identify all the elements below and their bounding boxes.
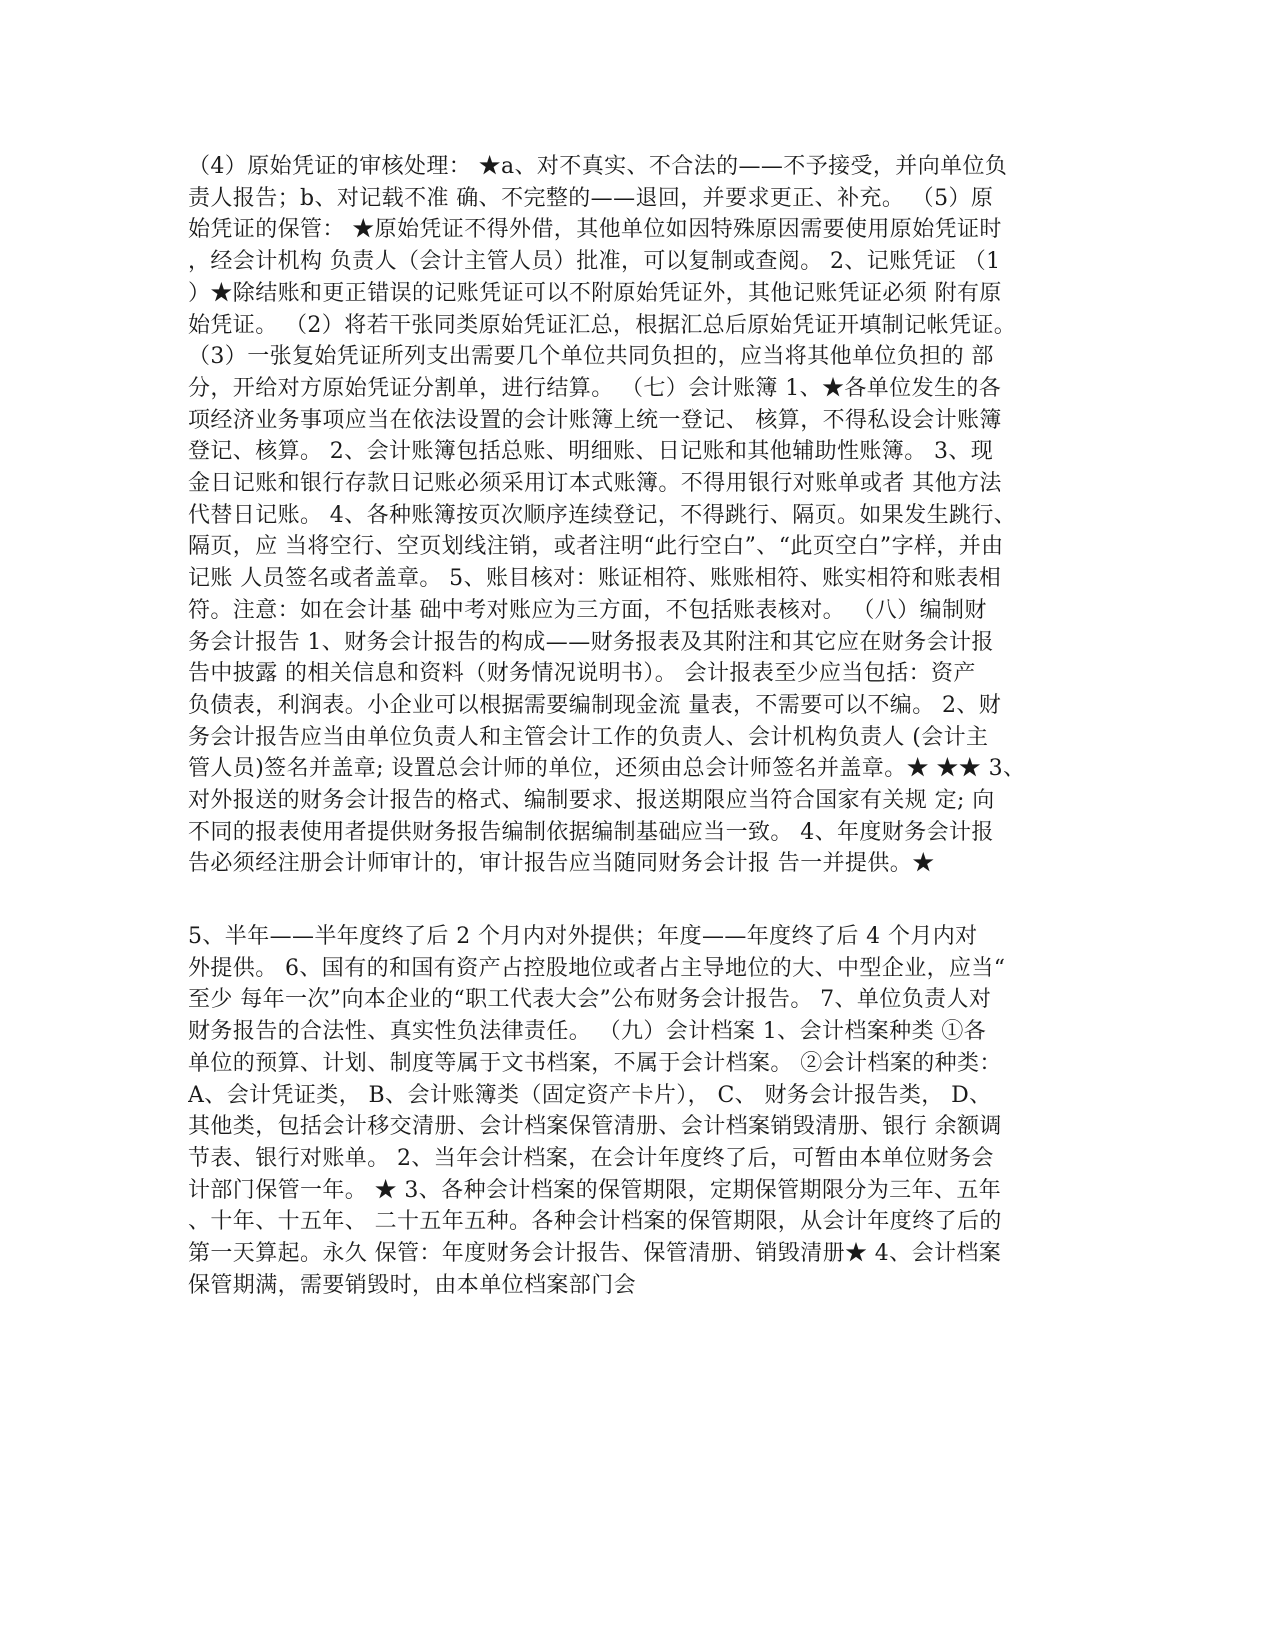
text-line: 记账 人员签名或者盖章。 5、账目核对：账证相符、账账相符、账实相符和账表相: [188, 566, 1002, 592]
text-line: 金日记账和银行存款日记账必须采用订本式账簿。不得用银行对账单或者 其他方法: [188, 471, 1002, 497]
text-line: 其他类，包括会计移交清册、会计档案保管清册、会计档案销毁清册、银行 余额调: [188, 1114, 1002, 1140]
paragraph-2: [188, 921, 1088, 1301]
text-line: 登记、核算。 2、会计账簿包括总账、明细账、日记账和其他辅助性账簿。 3、现: [188, 439, 994, 465]
text-line: （3）一张复始凭证所列支出需要几个单位共同负担的，应当将其他单位负担的 部: [188, 344, 994, 370]
text-line: 隔页，应 当将空行、空页划线注销，或者注明“此行空白”、“此页空白”字样，并由: [188, 534, 1004, 560]
text-line: 项经济业务事项应当在依法设置的会计账簿上统一登记、 核算，不得私设会计账簿: [188, 407, 1002, 433]
text-line: A、会计凭证类， B、会计账簿类（固定资产卡片）， C、 财务会计报告类， D、: [188, 1082, 992, 1108]
text-line: 符。注意：如在会计基 础中考对账应为三方面，不包括账表核对。 （八）编制财: [188, 597, 987, 623]
text-line: 管人员)签名并盖章; 设置总会计师的单位，还须由总会计师签名并盖章。★ ★★ 3、: [188, 756, 1026, 782]
text-line: 至少 每年一次”向本企业的“职工代表大会”公布财务会计报告。 7、单位负责人对: [188, 987, 992, 1013]
text-line: 节表、银行对账单。 2、当年会计档案，在会计年度终了后，可暂由本单位财务会: [188, 1145, 994, 1171]
text-line: ，经会计机构 负责人（会计主管人员）批准，可以复制或查阅。 2、记账凭证 （1: [188, 249, 1001, 275]
text-line: 外提供。 6、国有的和国有资产占控股地位或者占主导地位的大、中型企业，应当“: [188, 955, 1006, 981]
text-line: 第一天算起。永久 保管：年度财务会计报告、保管清册、销毁清册★ 4、会计档案: [188, 1241, 1002, 1267]
text-line: 始凭证。 （2）将若干张同类原始凭证汇总，根据汇总后原始凭证开填制记帐凭证。: [188, 312, 1017, 338]
text-line: 责人报告；b、对记载不准 确、不完整的——退回，并要求更正、补充。 （5）原: [188, 185, 994, 211]
text-line: 负债表，利润表。小企业可以根据需要编制现金流 量表，不需要可以不编。 2、财: [188, 692, 1002, 718]
text-line: 告必须经注册会计师审计的，审计报告应当随同财务会计报 告一并提供。★: [188, 851, 935, 877]
text-line: 始凭证的保管： ★原始凭证不得外借，其他单位如因特殊原因需要使用原始凭证时: [188, 217, 1002, 243]
text-line: 告中披露 的相关信息和资料（财务情况说明书）。 会计报表至少应当包括：资产: [188, 661, 976, 687]
text-line: 保管期满，需要销毁时，由本单位档案部门会: [188, 1272, 637, 1298]
text-line: 分，开给对方原始凭证分割单，进行结算。 （七）会计账簿 1、★各单位发生的各: [188, 375, 1002, 401]
text-line: 财务报告的合法性、真实性负法律责任。 （九）会计档案 1、会计档案种类 ①各: [188, 1019, 987, 1045]
paragraph-1: [188, 151, 1088, 880]
text-line: 务会计报告应当由单位负责人和主管会计工作的负责人、会计机构负责人 (会计主: [188, 724, 989, 750]
text-line: （4）原始凭证的审核处理： ★a、对不真实、不合法的——不予接受，并向单位负: [188, 154, 1008, 179]
text-line: ）★除结账和更正错误的记账凭证可以不附原始凭证外，其他记账凭证必须 附有原: [188, 280, 1002, 306]
text-line: 对外报送的财务会计报告的格式、编制要求、报送期限应当符合国家有关规 定; 向: [188, 788, 995, 814]
text-line: 计部门保管一年。 ★ 3、各种会计档案的保管期限，定期保管期限分为三年、五年: [188, 1177, 1002, 1203]
text-line: 代替日记账。 4、各种账簿按页次顺序连续登记，不得跳行、隔页。如果发生跳行、: [188, 502, 1017, 528]
text-line: 务会计报告 1、财务会计报告的构成——财务报表及其附注和其它应在财务会计报: [188, 629, 994, 655]
text-line: 5、半年——半年度终了后 2 个月内对外提供；年度——年度终了后 4 个月内对: [188, 924, 978, 949]
text-line: 不同的报表使用者提供财务报告编制依据编制基础应当一致。 4、年度财务会计报: [188, 819, 994, 845]
text-line: 单位的预算、计划、制度等属于文书档案，不属于会计档案。 ②会计档案的种类：: [188, 1050, 1002, 1076]
text-line: 、十年、十五年、 二十五年五种。各种会计档案的保管期限，从会计年度终了后的: [188, 1209, 1002, 1235]
